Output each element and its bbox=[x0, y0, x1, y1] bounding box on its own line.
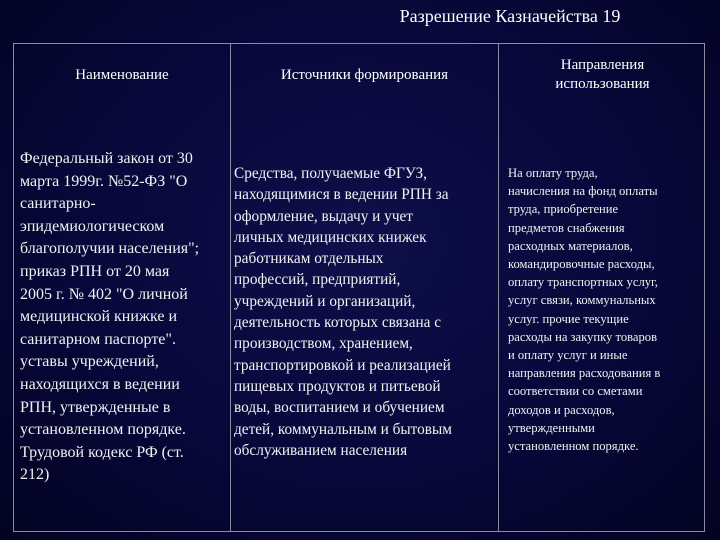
column-divider bbox=[498, 44, 499, 531]
header-usage-label: Направления использования bbox=[555, 57, 650, 92]
header-sources bbox=[231, 44, 498, 106]
column-divider bbox=[230, 44, 231, 531]
header-name-label: Наименование bbox=[75, 66, 169, 83]
info-table bbox=[13, 43, 705, 532]
slide-title: Разрешение Казначейства 19 bbox=[399, 6, 621, 26]
header-sources-label: Источники формирования bbox=[280, 66, 449, 83]
header-usage bbox=[499, 44, 706, 106]
header-name bbox=[14, 44, 230, 106]
cell-name: Федеральный закон от 30 марта 1999г. №52-ФЗ "О санитарно- эпидемиологическом благополучии населения"; приказ РПН от 20 мая 2005 г. № 402 "О личной медицинской книжке и санитарном паспорте". уставы учреждений, находящихся в ведении РПН, утвержденные в установленном порядке. Трудовой кодекс РФ (ст. 212) bbox=[20, 150, 200, 484]
cell-usage: На оплату труда, начисления на фонд оплаты труда, приобретение предметов снабжения расходных материалов, командировочные расходы, оплату транспортных услуг, услуг связи, коммунальных услуг. прочие текущие расходы на закупку товаров и оплату услуг и иные направления расходования в соответствии со сметами доходов и расходов, утвержденными установленном порядке. bbox=[508, 166, 661, 454]
cell-sources: Средства, получаемые ФГУЗ, находящимися в ведении РПН за оформление, выдачу и учет личных медицинских книжек работникам отдельных профессий, предприятий, учреждений и организаций, деятельность которых связана с производством, хранением, транспортировкой и реализацией пищевых продуктов и питьевой воды, воспитанием и обучением детей, коммунальным и бытовым обслуживанием населения bbox=[234, 165, 452, 459]
